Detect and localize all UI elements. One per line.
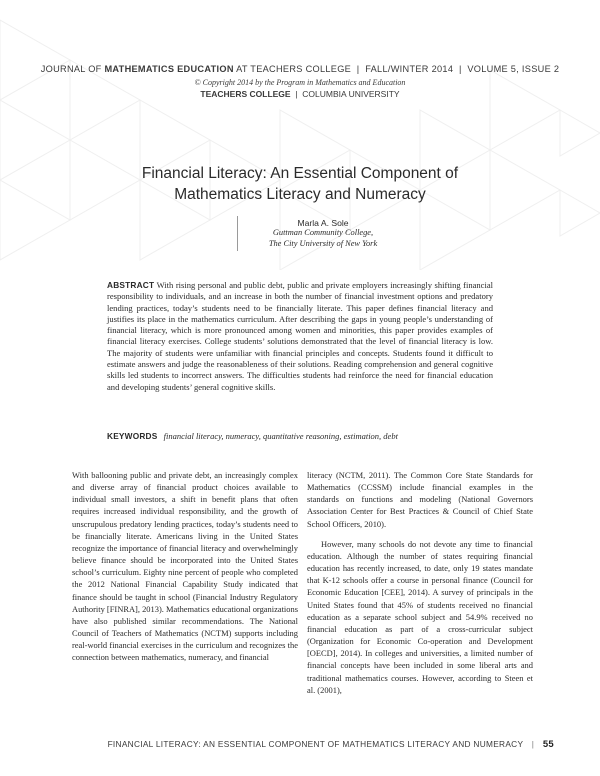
footer-separator: |	[531, 739, 535, 749]
abstract-label: ABSTRACT	[107, 280, 155, 290]
article-title	[0, 163, 600, 205]
body-paragraph: literacy (NCTM, 2011). The Common Core State Standards for Mathematics (CCSSM) include financial examples in the standards on functions and modeling (National Governors Association Center for Best Practices & Council of Chief State School Officers, 2010).	[307, 470, 533, 529]
journal-name-bold: MATHEMATICS EDUCATION	[104, 64, 234, 74]
abstract-text: With rising personal and public debt, public and private employers increasingly shifting financial responsibility to individuals, and an increase in both the number of financial investment options and predatory lending practices, today’s students need to be financially literate. This paper defines financial literacy and justifies its place in the mathematics curriculum. After describing the gaps in young people’s understanding of financial literacy, which is more pronounced among women and minorities, this paper provides examples of financial literacy exercises. College students’ solutions demonstrated that the level of financial literacy is low. The majority of students were unfamiliar with financial principles and concepts. Students found it difficult to estimate answers and judge the reasonableness of their solutions. Reading comprehension and general cognitive skills led students to incorrect answers. The difficulties students had reinforce the need for financial education and developing students’ general cognitive skills.	[107, 280, 494, 392]
header-separator: |	[353, 64, 363, 74]
issue-date: FALL/WINTER 2014	[365, 64, 454, 74]
university-name: COLUMBIA UNIVERSITY	[302, 89, 400, 99]
header-separator: |	[292, 89, 300, 99]
author-name: Marla A. Sole	[297, 218, 349, 228]
journal-name-prefix: JOURNAL OF	[40, 64, 102, 74]
body-column-right	[307, 469, 533, 696]
journal-header	[0, 64, 600, 74]
keywords-text: financial literacy, numeracy, quantitative reasoning, estimation, debt	[163, 431, 398, 441]
college-name: TEACHERS COLLEGE	[200, 89, 291, 99]
journal-name-suffix: AT TEACHERS COLLEGE	[236, 64, 352, 74]
page-number: 55	[542, 739, 554, 750]
body-paragraph: With ballooning public and private debt, an increasingly complex and diverse array of financial product choices available to individual small investors, a shift in benefit plans that often requires increased individual responsibility, and the growth of unscrupulous predatory lending practices, today’s students need to be financially literate. Americans living in the United States recognize the importance of financial literacy and overwhelmingly believe finance should be incorporated into the United States school’s curriculum. Eighty nine percent of people who completed the 2012 National Financial Capability Study indicated that finance should be taught in school (Financial Industry Regulatory Authority [FINRA], 2013). Mathematics educational organizations have also published similar recommendations. The National Council of Teachers of Mathematics (NCTM) supports including real-world financial exercises in the curriculum and recognizes the connection between mathematics, numeracy, and financial	[72, 470, 298, 663]
affiliation-line-2: The City University of New York	[268, 238, 378, 248]
body-column-left	[72, 469, 298, 664]
running-title: FINANCIAL LITERACY: AN ESSENTIAL COMPONENT OF MATHEMATICS LITERACY AND NUMERACY	[107, 739, 524, 749]
abstract	[107, 280, 493, 393]
keywords	[107, 431, 493, 441]
volume-issue: VOLUME 5, ISSUE 2	[467, 64, 560, 74]
copyright-line: © Copyright 2014 by the Program in Mathematics and Education	[194, 78, 406, 87]
header-separator: |	[456, 64, 465, 74]
title-line-1: Financial Literacy: An Essential Component of	[141, 165, 459, 182]
institution-line	[0, 89, 600, 99]
title-line-2: Mathematics Literacy and Numeracy	[174, 186, 426, 203]
keywords-label: KEYWORDS	[107, 431, 158, 441]
page-footer	[108, 739, 554, 750]
author-block	[237, 216, 408, 251]
affiliation-line-1: Guttman Community College,	[272, 228, 374, 237]
body-paragraph: However, many schools do not devote any time to financial education. Although the number of states requiring financial education has recently increased, to date, only 19 states mandate that K-12 schools offer a course in personal finance (Council for Economic Education [CEE], 2014). A survey of principals in the United States found that 45% of students received no financial education as a separate school subject and 54.9% received no financial education as part of a cross-curricular subject (Organization for Economic Co-operation and Development [OECD], 2014). In colleges and universities, a limited number of financial concepts have been included in some liberal arts and traditional mathematics courses. However, according to Steen et al. (2001),	[307, 538, 533, 695]
